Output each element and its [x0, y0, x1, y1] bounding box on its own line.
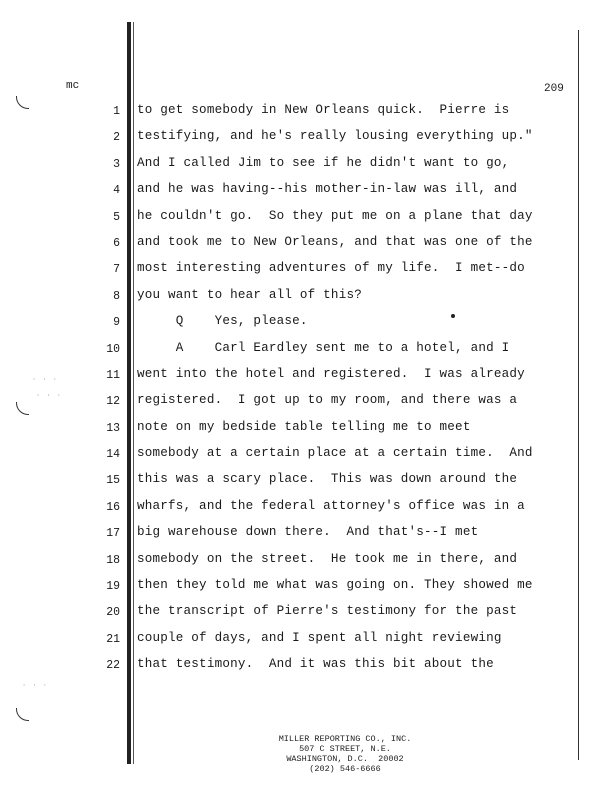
transcript-line [0, 498, 612, 524]
transcript-line [0, 155, 612, 181]
line-number: 9 [113, 316, 120, 330]
line-text: somebody at a certain place at a certain time. And [137, 446, 533, 461]
line-text: A Carl Eardley sent me to a hotel, and I [137, 340, 510, 355]
transcript-line [0, 102, 612, 128]
transcript-line [0, 366, 612, 392]
transcript-line [0, 340, 612, 366]
line-number: 20 [106, 606, 120, 620]
transcript-line [0, 471, 612, 497]
scan-speck: · · · [36, 392, 63, 400]
transcript-line [0, 656, 612, 682]
transcript-line [0, 419, 612, 445]
line-text: registered. I got up to my room, and there was a [137, 393, 518, 408]
line-number: 16 [106, 500, 120, 514]
footer-company: MILLER REPORTING CO., INC. [278, 734, 412, 744]
footer-phone: (202) 546-6666 [309, 764, 381, 774]
line-number: 1 [113, 105, 120, 118]
binder-punch-mark-icon [16, 708, 29, 721]
transcript-line [0, 313, 612, 339]
line-number: 3 [113, 157, 120, 171]
transcript-line [0, 208, 612, 234]
line-text: Q Yes, please. [137, 314, 308, 329]
page-number: 209 [544, 83, 564, 95]
transcript-line [0, 603, 612, 629]
transcript-line [0, 128, 612, 154]
line-number: 14 [106, 448, 120, 462]
line-text: most interesting adventures of my life. I met--do [137, 261, 525, 276]
line-text: big warehouse down there. And that's--I met [137, 525, 479, 540]
transcript-line [0, 630, 612, 656]
line-number: 21 [106, 632, 120, 646]
line-text: he couldn't go. So they put me on a plane that day [137, 208, 533, 223]
line-text: this was a scary place. This was down around the [137, 472, 518, 487]
line-number: 15 [106, 474, 120, 488]
scan-speck: · · · [32, 376, 59, 384]
transcript-line [0, 524, 612, 550]
transcript-line [0, 392, 612, 418]
footer-street: 507 C STREET, N.E. [299, 744, 391, 754]
transcript-line [0, 260, 612, 286]
line-number: 10 [106, 342, 120, 356]
transcript-line [0, 577, 612, 603]
line-text: wharfs, and the federal attorney's office was in a [137, 498, 525, 513]
line-text: to get somebody in New Orleans quick. Pierre is [137, 103, 510, 117]
line-text: went into the hotel and registered. I was already [137, 366, 525, 381]
reporter-footer [250, 734, 440, 774]
line-number: 6 [113, 236, 120, 250]
line-text: the transcript of Pierre's testimony for the past [137, 604, 518, 619]
scan-speck: · · · [22, 682, 49, 690]
line-text: and he was having--his mother-in-law was ill, and [137, 182, 518, 197]
line-number: 12 [106, 395, 120, 409]
line-number: 4 [113, 184, 120, 198]
transcript-line [0, 181, 612, 207]
line-number: 17 [106, 527, 120, 541]
transcript-line [0, 551, 612, 577]
line-text: testifying, and he's really lousing everything up." [137, 129, 533, 144]
transcript-line [0, 234, 612, 260]
footer-city: WASHINGTON, D.C. 20002 [286, 754, 404, 764]
line-text: somebody on the street. He took me in there, and [137, 551, 518, 566]
line-number: 13 [106, 421, 120, 435]
transcript-body [0, 102, 612, 683]
line-number: 18 [106, 553, 120, 567]
line-number: 2 [113, 131, 120, 145]
line-number: 19 [106, 580, 120, 594]
line-number: 7 [113, 263, 120, 277]
line-number: 22 [106, 659, 120, 673]
line-text: that testimony. And it was this bit about the [137, 657, 494, 672]
transcript-line [0, 445, 612, 471]
line-text: note on my bedside table telling me to meet [137, 419, 471, 434]
line-text: couple of days, and I spent all night reviewing [137, 630, 502, 645]
line-text: you want to hear all of this? [137, 287, 362, 302]
transcript-line [0, 287, 612, 313]
line-text: then they told me what was going on. They showed me [137, 578, 533, 593]
line-number: 5 [113, 210, 120, 224]
line-number: 11 [106, 368, 120, 382]
line-number: 8 [113, 289, 120, 303]
reporter-initials: mc [66, 80, 80, 92]
line-text: And I called Jim to see if he didn't want to go, [137, 155, 510, 170]
line-text: and took me to New Orleans, and that was one of the [137, 234, 533, 249]
